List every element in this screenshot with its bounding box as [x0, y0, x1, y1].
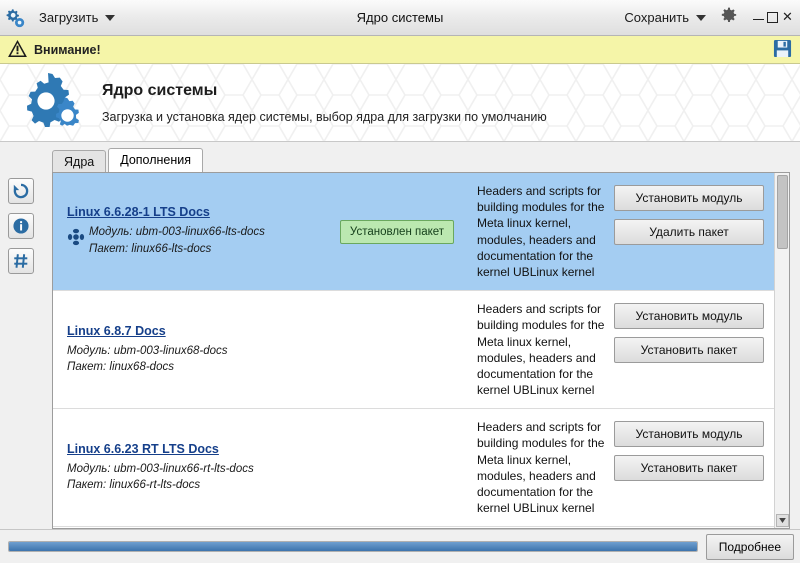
scroll-down-arrow-icon[interactable]: [776, 514, 789, 527]
warning-triangle-icon: [8, 40, 27, 60]
row-module-label: Модуль: ubm-003-linux66-rt-lts-docs: [67, 462, 254, 475]
install-package-button[interactable]: Установить пакет: [614, 455, 764, 481]
row-package-label: Пакет: linux68-docs: [67, 361, 174, 374]
info-icon[interactable]: [8, 213, 34, 239]
save-menu-button[interactable]: [617, 6, 713, 29]
minimize-button[interactable]: [753, 12, 764, 20]
table-row[interactable]: [53, 173, 774, 291]
chevron-down-icon: [105, 15, 115, 21]
banner-text: [102, 82, 547, 124]
row-info: [67, 419, 317, 516]
row-title-link[interactable]: Linux 6.8.7 Docs: [67, 323, 166, 338]
list-scrollbar[interactable]: [774, 173, 789, 528]
titlebar-right: [617, 6, 796, 29]
row-info: [67, 183, 317, 280]
warning-bar: [0, 36, 800, 64]
row-actions: [614, 183, 764, 280]
row-badge-cell: [317, 301, 477, 398]
refresh-icon[interactable]: [8, 178, 34, 204]
addons-list-pane: [52, 172, 790, 529]
page-subtitle: Загрузка и установка ядер системы, выбор ядра для загрузки по умолчанию: [102, 109, 547, 124]
load-menu-button[interactable]: [32, 6, 122, 29]
row-title-link[interactable]: Linux 6.6.28-1 LTS Docs: [67, 205, 210, 220]
settings-gear-icon[interactable]: [719, 6, 739, 29]
hash-icon[interactable]: [8, 248, 34, 274]
chevron-down-icon: [696, 15, 706, 21]
row-module-label: Модуль: ubm-003-linux68-docs: [67, 344, 228, 357]
table-row[interactable]: [53, 409, 774, 527]
row-meta-wrap: [67, 224, 317, 257]
row-badge-cell: [317, 183, 477, 280]
row-description: Headers and scripts for building modules for the Meta linux kernel, modules, headers and documentation for the kernel UBLinux kernel: [477, 420, 605, 516]
page-title: Ядро системы: [102, 81, 218, 99]
table-row[interactable]: [53, 291, 774, 409]
row-title-link[interactable]: Linux 6.6.23 RT LTS Docs: [67, 441, 219, 456]
maximize-button[interactable]: [767, 12, 778, 23]
window-title: Ядро системы: [356, 10, 444, 25]
floppy-save-icon[interactable]: [773, 39, 792, 61]
progress-bar-fill: [9, 542, 697, 551]
row-info: [67, 301, 317, 398]
row-actions: [614, 301, 764, 398]
gears-icon: [22, 71, 88, 135]
gears-icon: [4, 7, 26, 29]
install-module-button[interactable]: Установить модуль: [614, 185, 764, 211]
warning-text: Внимание!: [34, 42, 101, 57]
tab-bar: [0, 148, 800, 172]
header-banner: [0, 64, 800, 142]
package-icon: [67, 228, 85, 246]
row-description: Headers and scripts for building modules for the Meta linux kernel, modules, headers and documentation for the kernel UBLinux kernel: [477, 302, 605, 398]
row-package-label: Пакет: linux66-lts-docs: [89, 243, 212, 256]
side-toolbar: [0, 172, 52, 529]
tab-extras[interactable]: Дополнения: [108, 148, 203, 172]
row-badge-cell: [317, 419, 477, 516]
tab-kernels[interactable]: Ядра: [52, 150, 106, 173]
row-description: Headers and scripts for building modules for the Meta linux kernel, modules, headers and documentation for the kernel UBLinux kernel: [477, 184, 605, 279]
titlebar: [0, 0, 800, 36]
details-button[interactable]: Подробнее: [706, 534, 794, 560]
close-button[interactable]: ✕: [782, 8, 793, 24]
body-area: [0, 142, 800, 563]
titlebar-left: [4, 6, 122, 29]
progress-bar: [8, 541, 698, 552]
addons-list: [53, 173, 774, 528]
content-row: [0, 172, 800, 529]
remove-package-button[interactable]: Удалить пакет: [614, 219, 764, 245]
scrollbar-thumb[interactable]: [777, 175, 788, 249]
install-package-button[interactable]: Установить пакет: [614, 337, 764, 363]
status-badge: Установлен пакет: [340, 220, 454, 244]
row-actions: [614, 419, 764, 516]
load-menu-label: Загрузить: [39, 10, 99, 25]
footer-bar: [0, 529, 800, 563]
row-package-label: Пакет: linux66-rt-lts-docs: [67, 479, 201, 492]
row-module-label: Модуль: ubm-003-linux66-lts-docs: [89, 226, 265, 239]
window-buttons: [753, 8, 794, 24]
install-module-button[interactable]: Установить модуль: [614, 303, 764, 329]
install-module-button[interactable]: Установить модуль: [614, 421, 764, 447]
save-menu-label: Сохранить: [624, 10, 689, 25]
